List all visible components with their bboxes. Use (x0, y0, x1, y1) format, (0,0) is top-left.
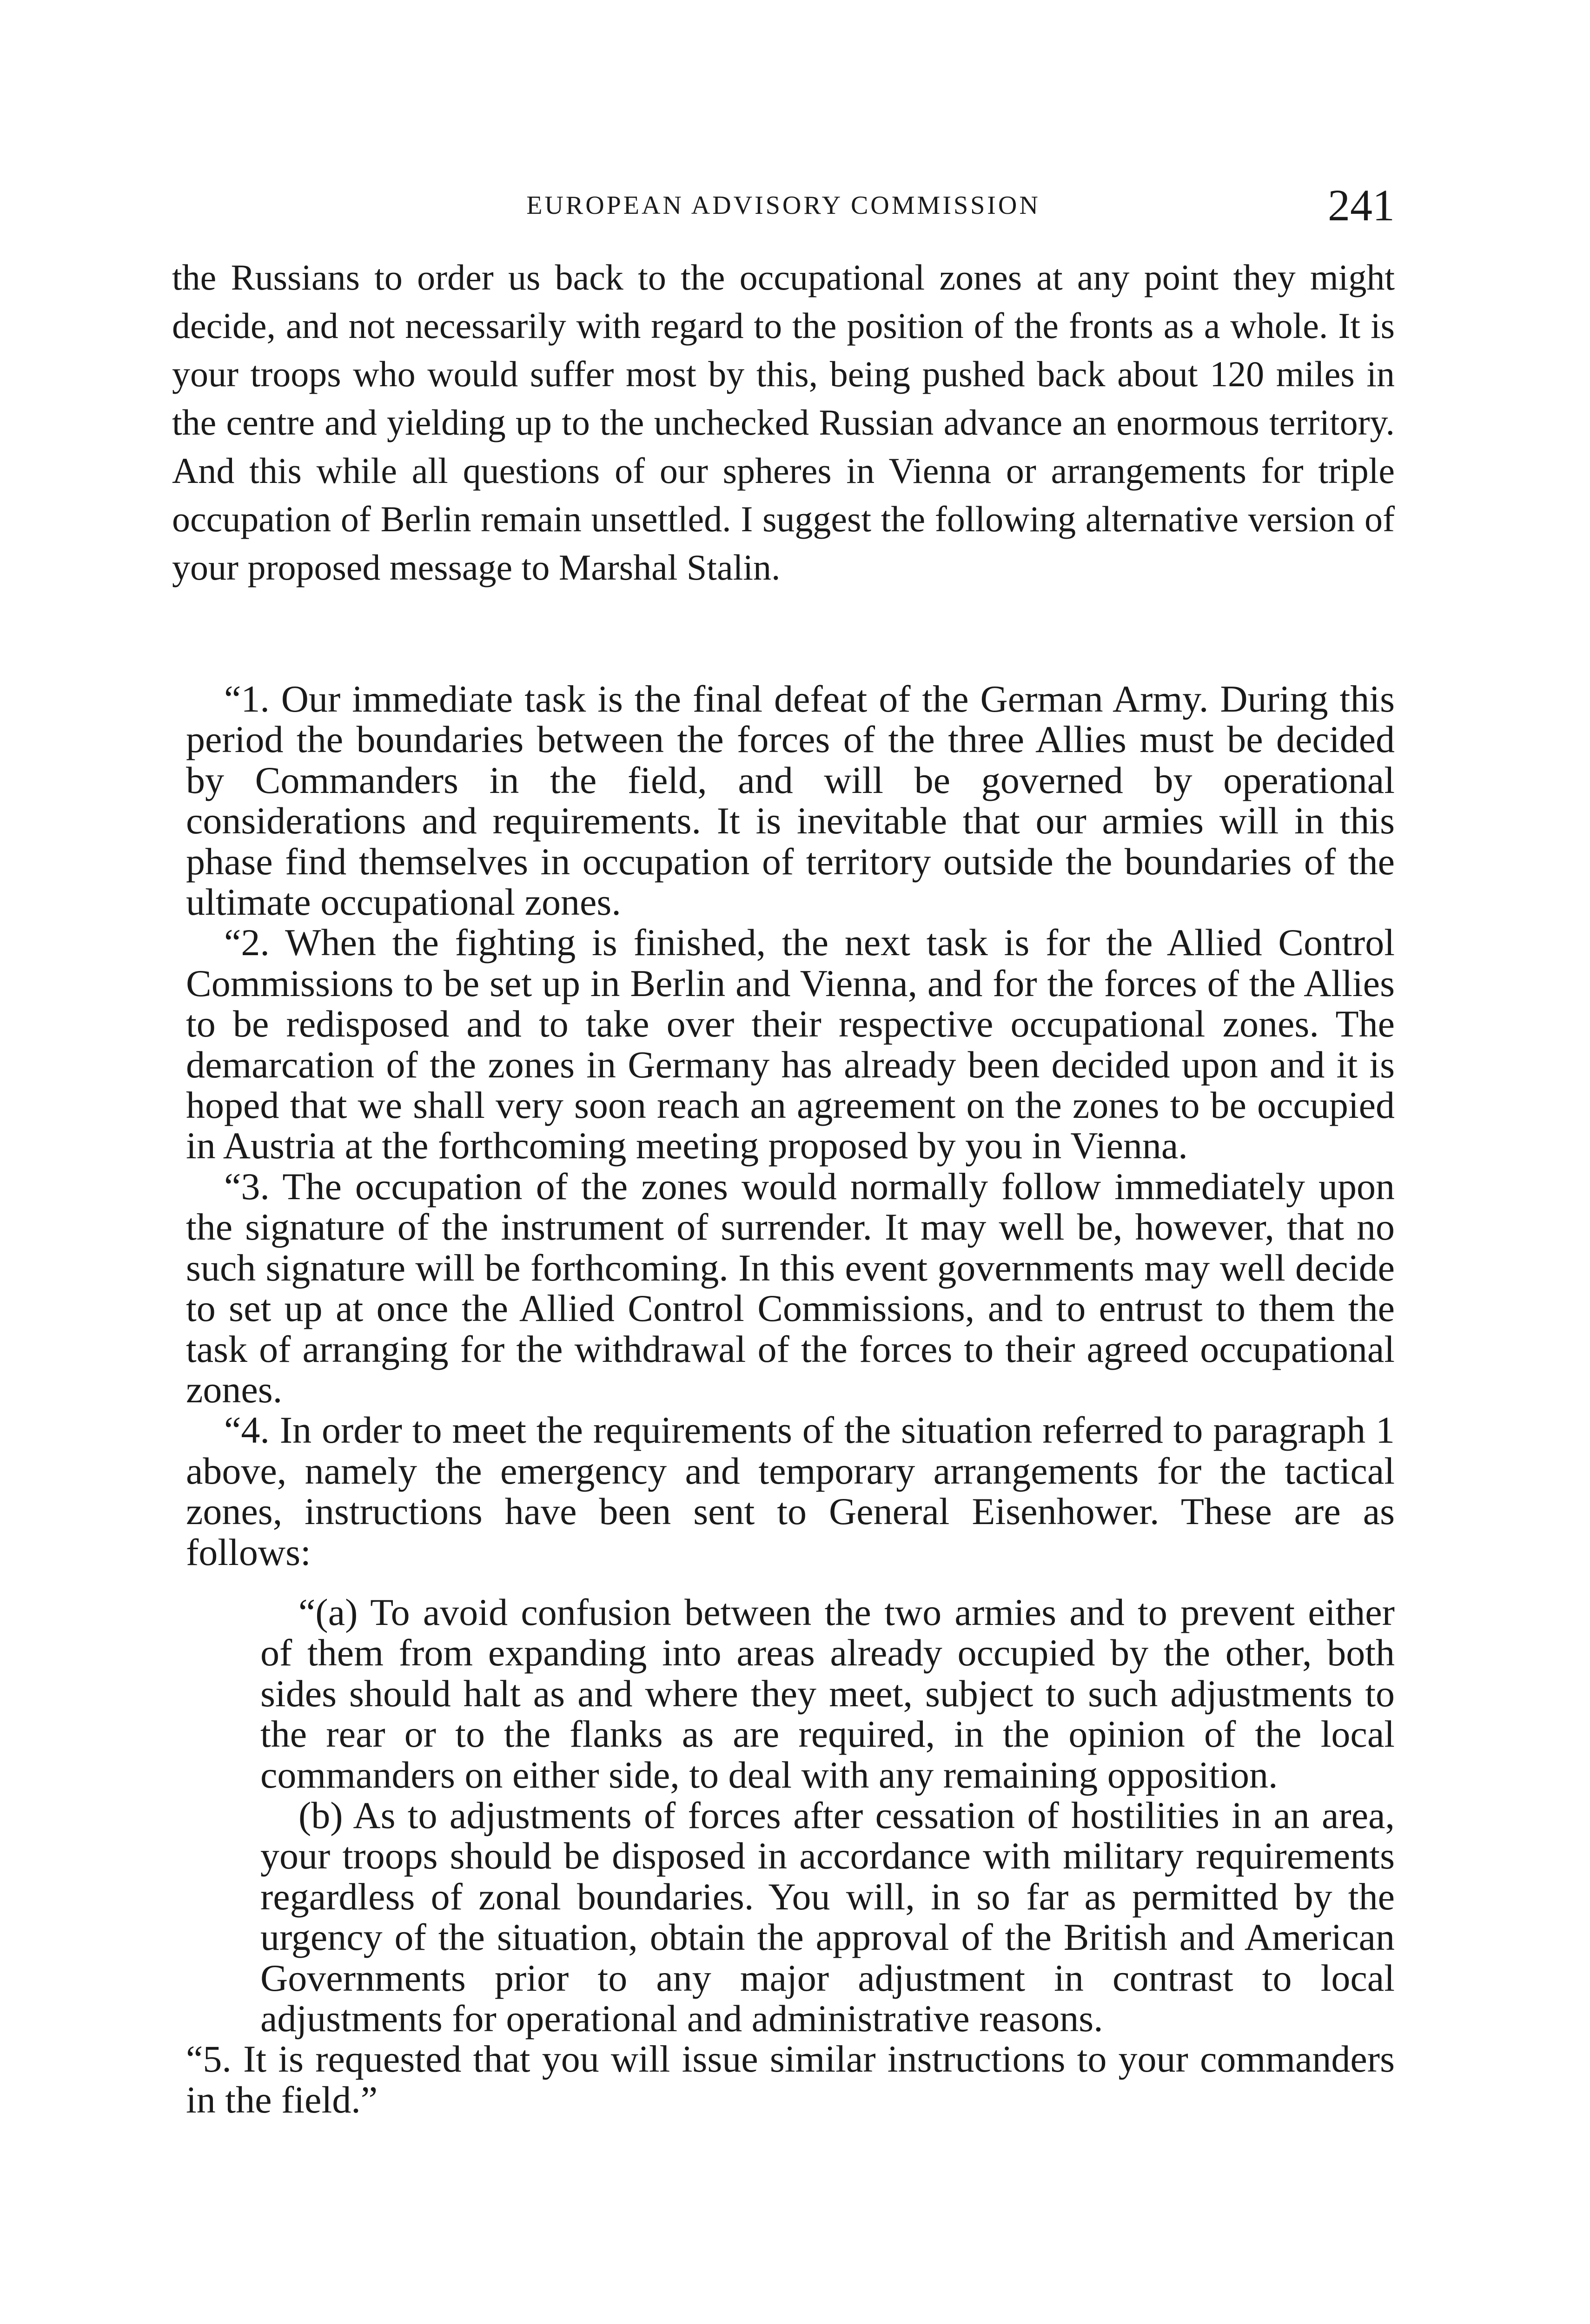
page-header (172, 180, 1395, 242)
message-paragraph-1: “1. Our immediate task is the final defeat of the German Army. During this period the boundaries between the forces of the three Allies must be decided by Commanders in the field, and will be governed by operational considerations and requirements. It is inevitable that our armies will in this phase find themselves in occupation of territory outside the boundaries of the ultimate occupational zones. (186, 678, 1395, 924)
instruction-b: (b) As to adjustments of forces after cessation of hostilities in an area, your troops should be disposed in accordance with military requirements regardless of zonal boundaries. You will, in so far as permitted by the urgency of the situation, obtain the approval of the British and American Governments prior to any major adjustment in contrast to local adjustments for operational and administrative reasons. (260, 1794, 1395, 2040)
opening-text (172, 253, 1395, 592)
message-paragraph-5: “5. It is requested that you will issue similar instructions to your commanders in the field.” (186, 2038, 1395, 2121)
instruction-a: “(a) To avoid confusion between the two armies and to prevent either of them from expanding into areas already occupied by the other, both sides should halt as and where they meet, subject to such adjustments to the rear or to the flanks as are required, in the opinion of the local commanders on either side, to deal with any remaining opposition. (260, 1591, 1395, 1796)
quoted-message (186, 679, 1395, 2120)
message-paragraph-4: “4. In order to meet the requirements of the situation referred to paragraph 1 above, namely the emergency and temporary arrangements for the tactical zones, instructions have been sent to General Eisenhower. These are as follows: (186, 1409, 1395, 1573)
running-title: EUROPEAN ADVISORY COMMISSION (526, 191, 1040, 220)
message-paragraph-3: “3. The occupation of the zones would normally follow immediately upon the signature of the instrument of surrender. It may well be, however, that no such signature will be forthcoming. In this event governments may well decide to set up at once the Allied Control Commissions, and to entrust to them the task of arranging for the withdrawal of the forces to their agreed occupational zones. (186, 1165, 1395, 1411)
page-number: 241 (1328, 180, 1395, 230)
opening-paragraph: the Russians to order us back to the occupational zones at any point they might decide, and not necessarily with regard to the position of the fronts as a whole. It is your troops who would suffer most by this, being pushed back about 120 miles in the centre and yielding up to the unchecked Russian advance an enormous territory. And this while all questions of our spheres in Vienna or arrangements for triple occupation of Berlin remain unsettled. I suggest the following alternative version of your proposed message to Marshal Stalin. (172, 257, 1395, 588)
message-paragraph-2: “2. When the fighting is finished, the next task is for the Allied Control Commissions to be set up in Berlin and Vienna, and for the forces of the Allies to be redisposed and to take over their respective occupational zones. The demarcation of the zones in Germany has already been decided upon and it is hoped that we shall very soon reach an agreement on the zones to be occupied in Austria at the forthcoming meeting proposed by you in Vienna. (186, 921, 1395, 1167)
instructions-list (260, 1592, 1395, 2039)
